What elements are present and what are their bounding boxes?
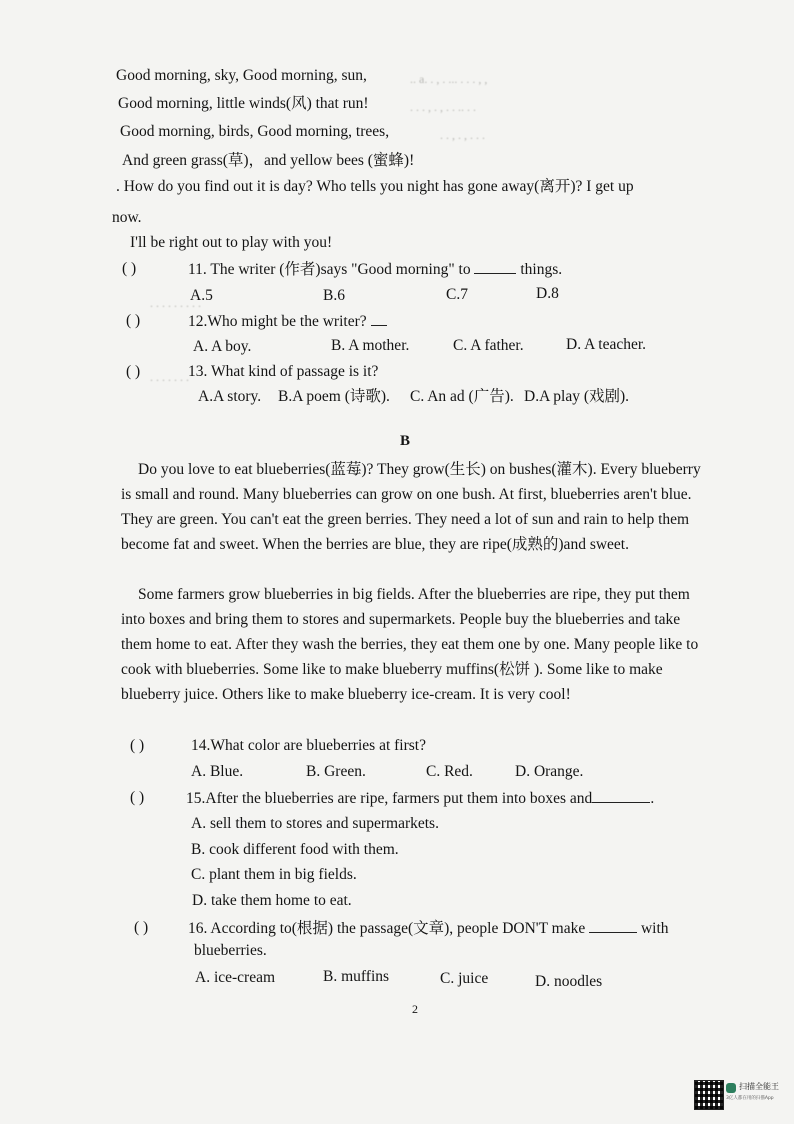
option-15-d: D. take them home to eat. (192, 892, 352, 909)
option-12-b: B. A mother. (331, 337, 410, 354)
passage-b-paragraph-2: Some farmers grow blueberries in big fields. After the blueberries are ripe, they put them into boxes and bring them to stores and supermarkets. People buy the blueberries and take them home to eat. After they wash the berries, they eat them one by one. Many people like to cook with blueberries. Some like to make blueberry muffins(松饼 ). Some like to make blueberry juice. Others like to make blueberry ice-cream. It is very cool! (121, 586, 699, 703)
fill-blank (371, 311, 387, 326)
question-16-text: 16. According to(根据) the passage(文章), people DON'T make (188, 920, 586, 937)
poem-line-3: Good morning, birds, Good morning, trees, (120, 123, 390, 140)
option-13-b: B.A poem (诗歌). (278, 388, 390, 405)
fill-blank (474, 259, 516, 274)
option-12-d: D. A teacher. (566, 336, 647, 353)
question-12-text: 12.Who might be the writer? (188, 313, 367, 330)
option-11-b: B.6 (323, 287, 345, 304)
poem-line-5: . How do you find out it is day? Who tells you night has gone away(离开)? I get up (116, 178, 634, 195)
question-16-line-2: blueberries. (194, 942, 267, 959)
option-15-a: A. sell them to stores and supermarkets. (191, 815, 439, 832)
option-11-d: D.8 (536, 285, 559, 302)
section-heading-b: B (400, 433, 411, 449)
question-16 (188, 918, 669, 939)
question-12 (188, 311, 387, 332)
option-15-b: B. cook different food with them. (191, 841, 399, 858)
answer-bracket-13[interactable]: ( ) (126, 363, 141, 380)
option-16-c: C. juice (440, 970, 489, 987)
option-16-b: B. muffins (323, 968, 390, 985)
watermark-subtitle: 3亿人都在用的扫描App (726, 1096, 774, 1101)
answer-bracket-15[interactable]: ( ) (130, 789, 145, 806)
question-16-text-end: with (640, 920, 669, 937)
option-13-c: C. An ad (广告). (410, 388, 514, 405)
option-13-d: D.A play (戏剧). (524, 388, 630, 405)
passage-b-paragraph-1: Do you love to eat blueberries(蓝莓)? They grow(生长) on bushes(灌木). Every blueberry is small and round. Many blueberries can grow on one bush. At first, blueberries aren't blue. They are green. You can't eat the green berries. They need a lot of sun and rain to help them become fat and sweet. When the berries are blue, they are ripe(成熟的)and sweet. (121, 461, 701, 553)
poem-line-6: now. (112, 209, 142, 226)
exam-page: .. a. . , . ... . . . , , . . . , . , . . .. . . . . , . , . . . . . . . . . . . . . . . . . . . Good morning, sky, Good morning, sun, Good morning, little winds(风) that run! Good morning, birds, Good morning, trees, And green grass(草)，and yellow bees (蜜蜂)! . How do you find out it is day? Who tells you night has gone away(离开)? I get up now. I'll be right out to play with you! ( ) 11. The writer (作者)says "Good morning" to things. A.5 B.6 C.7 D.8 ( ) 12.Who might be the writer? A. A boy. B. A mother. C. A father. D. A teacher. ( ) 13. What kind of passage is it? A.A story. B.A poem (诗歌). C. An ad (广告). D.A play (戏剧). B Do you love to eat blueberries(蓝莓)? They grow(生长) on bushes(灌木). Every blueberry is small and round. Many blueberries can grow on one bush. At first, blueberries aren't blue. They are green. You can't eat the green berries. They need a lot of sun and rain to help them become fat and sweet. When the berries are blue, they are ripe(成熟的)and sweet. Some farmers grow blueberries in big fields. After the blueberries are ripe, they put them into boxes and bring them to stores and supermarkets. People buy the blueberries and take them home to eat. After they wash the berries, they eat them one by one. Many people like to cook with blueberries. Some like to make blueberry muffins(松饼 ). Some like to make blueberry juice. Others like to make blueberry ice-cream. It is very cool! ( ) 14.What color are blueberries at first? A. Blue. B. Green. C. Red. D. Orange. ( ) 15.After the blueberries are ripe, farmers put them into boxes and . A. sell them to stores and supermarkets. B. cook different food with them. C. plant them in big fields. D. take them home to eat. ( ) 16. According to(根据) the passage(文章), people DON'T make with blueberries. A. ice-cream B. muffins C. juice D. noodles 2 扫描全能王 3亿人都在用的扫描App (0, 0, 794, 1124)
option-14-a: A. Blue. (191, 763, 244, 780)
qr-code-icon (694, 1080, 724, 1110)
question-15: 15.After the blueberries are ripe, farmers put them into boxes and . (186, 790, 655, 807)
option-14-b: B. Green. (306, 763, 366, 780)
option-14-c: C. Red. (426, 763, 473, 780)
answer-bracket-12[interactable]: ( ) (126, 312, 141, 329)
option-14-d: D. Orange. (515, 763, 584, 780)
option-12-c: C. A father. (453, 337, 524, 354)
question-14: 14.What color are blueberries at first? (191, 737, 426, 754)
answer-bracket-16[interactable]: ( ) (134, 919, 149, 936)
poem-line-1: Good morning, sky, Good morning, sun, (116, 67, 367, 84)
answer-bracket-11[interactable]: ( ) (122, 260, 137, 277)
fill-blank (589, 918, 637, 933)
scanner-watermark (694, 1080, 784, 1110)
option-13-a: A.A story. (198, 388, 262, 405)
option-16-d: D. noodles (535, 973, 603, 990)
scanner-app-icon (726, 1083, 736, 1093)
poem-line-2: Good morning, little winds(风) that run! (118, 95, 369, 112)
question-11 (188, 259, 562, 280)
option-11-c: C.7 (446, 286, 468, 303)
option-12-a: A. A boy. (193, 338, 252, 355)
question-11-text-end: things. (520, 261, 563, 278)
option-15-c: C. plant them in big fields. (191, 866, 357, 883)
question-13: 13. What kind of passage is it? (188, 363, 379, 380)
question-15-text: 15.After the blueberries are ripe, farmers put them into boxes and (186, 790, 593, 807)
watermark-brand: 扫描全能王 (739, 1082, 779, 1091)
poem-line-4: And green grass(草)，and yellow bees (蜜蜂)! (122, 152, 415, 169)
question-11-text: 11. The writer (作者)says "Good morning" to (188, 261, 471, 278)
option-11-a: A.5 (190, 287, 213, 304)
option-16-a: A. ice-cream (195, 969, 276, 986)
page-number: 2 (412, 1002, 418, 1016)
answer-bracket-14[interactable]: ( ) (130, 737, 145, 754)
fill-blank (592, 788, 650, 803)
poem-line-7: I'll be right out to play with you! (130, 234, 333, 251)
